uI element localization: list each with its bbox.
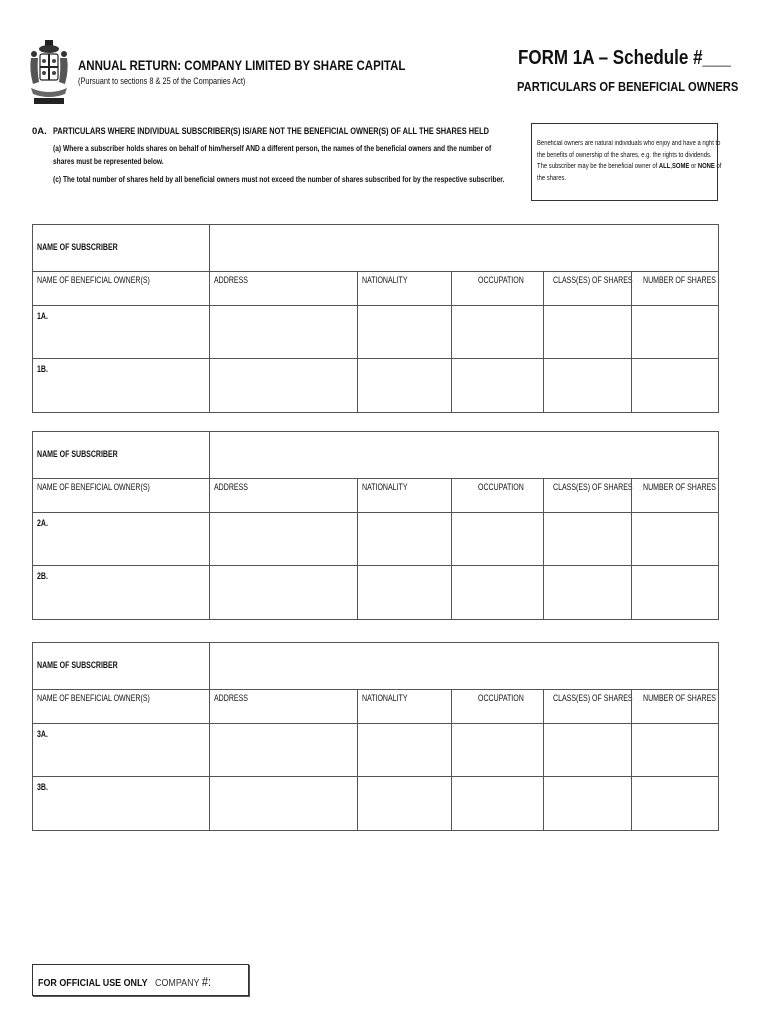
- col-number-header: NUMBER OF SHARES: [631, 479, 718, 512]
- official-use-box: [32, 964, 249, 996]
- col-occupation-header: OCCUPATION: [451, 479, 543, 512]
- section-heading: PARTICULARS WHERE INDIVIDUAL SUBSCRIBER(S) IS/ARE NOT THE BENEFICIAL OWNER(S) OF ALL THE SHARES HELD: [53, 126, 489, 137]
- share-number-field[interactable]: [631, 566, 718, 619]
- address-field[interactable]: [209, 777, 357, 830]
- owner-row: [33, 777, 718, 830]
- occupation-field[interactable]: [451, 513, 543, 565]
- owner-row-label: 2B.: [37, 571, 48, 581]
- col-address-header: ADDRESS: [209, 272, 357, 305]
- occupation-field[interactable]: [451, 566, 543, 619]
- owner-row: [33, 513, 718, 566]
- occupation-field[interactable]: [451, 777, 543, 830]
- share-number-field[interactable]: [631, 306, 718, 358]
- col-nationality-header: NATIONALITY: [357, 272, 451, 305]
- subscriber-table-1: [32, 224, 719, 413]
- info-some: SOME: [671, 163, 690, 170]
- share-number-field[interactable]: [631, 724, 718, 776]
- column-header-row: [33, 479, 718, 513]
- occupation-field[interactable]: [451, 306, 543, 358]
- nationality-field[interactable]: [357, 359, 451, 412]
- form-heading: ANNUAL RETURN: COMPANY LIMITED BY SHARE CAPITAL: [78, 57, 406, 73]
- subscriber-name-field[interactable]: [209, 225, 718, 271]
- subscriber-row: [33, 643, 718, 690]
- info-line-1: Beneficial owners are natural individuals who enjoy and have a right to: [537, 140, 721, 147]
- column-header-row: [33, 272, 718, 306]
- section-note-c: (c) The total number of shares held by all beneficial owners must not exceed the number of shares subscribed for by the respective subscriber.: [53, 174, 505, 184]
- col-class-header: CLASS(ES) OF SHARES: [543, 272, 631, 305]
- form-subheading: (Pursuant to sections 8 & 25 of the Companies Act): [78, 76, 246, 86]
- nationality-field[interactable]: [357, 724, 451, 776]
- info-all: ALL: [658, 163, 671, 170]
- share-class-field[interactable]: [543, 513, 631, 565]
- subscriber-table-3: [32, 642, 719, 831]
- col-occupation-header: OCCUPATION: [451, 690, 543, 723]
- col-class-header: CLASS(ES) OF SHARES: [543, 479, 631, 512]
- info-line-4: the shares.: [537, 174, 567, 182]
- share-number-field[interactable]: [631, 513, 718, 565]
- share-number-field[interactable]: [631, 777, 718, 830]
- share-number-field[interactable]: [631, 359, 718, 412]
- subscriber-name-field[interactable]: [209, 432, 718, 478]
- info-of: of: [714, 163, 722, 170]
- col-nationality-header: NATIONALITY: [357, 479, 451, 512]
- col-owner-header: NAME OF BENEFICIAL OWNER(S): [37, 275, 150, 285]
- share-class-field[interactable]: [543, 724, 631, 776]
- subscriber-row: [33, 225, 718, 272]
- official-use-label: FOR OFFICIAL USE ONLY: [38, 977, 148, 989]
- col-number-header: NUMBER OF SHARES: [631, 690, 718, 723]
- subscriber-name-field[interactable]: [209, 643, 718, 689]
- owner-row-label: 3A.: [37, 729, 48, 739]
- col-number-header: NUMBER OF SHARES: [631, 272, 718, 305]
- company-label: COMPANY: [155, 977, 200, 989]
- subscriber-label: NAME OF SUBSCRIBER: [37, 449, 118, 459]
- occupation-field[interactable]: [451, 724, 543, 776]
- nationality-field[interactable]: [357, 777, 451, 830]
- share-class-field[interactable]: [543, 777, 631, 830]
- share-class-field[interactable]: [543, 566, 631, 619]
- address-field[interactable]: [209, 566, 357, 619]
- col-address-header: ADDRESS: [209, 690, 357, 723]
- owner-row: [33, 724, 718, 777]
- owner-row-label: 2A.: [37, 518, 48, 528]
- section-number: 0A.: [32, 126, 47, 137]
- jamaica-coat-of-arms-icon: [28, 38, 70, 108]
- owner-row: [33, 359, 718, 412]
- info-line-3: The subscriber may be the beneficial owner of: [537, 163, 659, 170]
- occupation-field[interactable]: [451, 359, 543, 412]
- form-number-title: FORM 1A – Schedule #___: [518, 47, 731, 69]
- owner-row: [33, 306, 718, 359]
- owner-row-label: 1A.: [37, 311, 48, 321]
- beneficial-owner-info-box: Beneficial owners are natural individuals who enjoy and have a right to the benefits of ownership of the shares, e.g. the rights to dividends. The subscriber may be the beneficial owner of ALL,SOME or NONE of the shares.: [531, 123, 718, 201]
- info-none: NONE: [697, 163, 715, 170]
- col-owner-header: NAME OF BENEFICIAL OWNER(S): [37, 482, 150, 492]
- owner-row: [33, 566, 718, 619]
- company-number-label: #:: [201, 974, 212, 989]
- col-address-header: ADDRESS: [209, 479, 357, 512]
- section-note-a: (a) Where a subscriber holds shares on behalf of him/herself AND a different person, the names of the beneficial owners and the number of shares must be represented below.: [53, 143, 492, 166]
- address-field[interactable]: [209, 359, 357, 412]
- col-class-header: CLASS(ES) OF SHARES: [543, 690, 631, 723]
- info-line-2: the benefits of ownership of the shares, e.g. the rights to dividends.: [537, 151, 712, 159]
- col-occupation-header: OCCUPATION: [451, 272, 543, 305]
- subscriber-label: NAME OF SUBSCRIBER: [37, 660, 118, 670]
- nationality-field[interactable]: [357, 566, 451, 619]
- address-field[interactable]: [209, 306, 357, 358]
- nationality-field[interactable]: [357, 306, 451, 358]
- form-schedule-subtitle: PARTICULARS OF BENEFICIAL OWNERS: [517, 79, 739, 94]
- address-field[interactable]: [209, 724, 357, 776]
- info-or: or: [689, 163, 698, 170]
- share-class-field[interactable]: [543, 306, 631, 358]
- subscriber-row: [33, 432, 718, 479]
- col-nationality-header: NATIONALITY: [357, 690, 451, 723]
- address-field[interactable]: [209, 513, 357, 565]
- owner-row-label: 1B.: [37, 364, 48, 374]
- share-class-field[interactable]: [543, 359, 631, 412]
- col-owner-header: NAME OF BENEFICIAL OWNER(S): [37, 693, 150, 703]
- subscriber-table-2: [32, 431, 719, 620]
- nationality-field[interactable]: [357, 513, 451, 565]
- column-header-row: [33, 690, 718, 724]
- subscriber-label: NAME OF SUBSCRIBER: [37, 242, 118, 252]
- owner-row-label: 3B.: [37, 782, 48, 792]
